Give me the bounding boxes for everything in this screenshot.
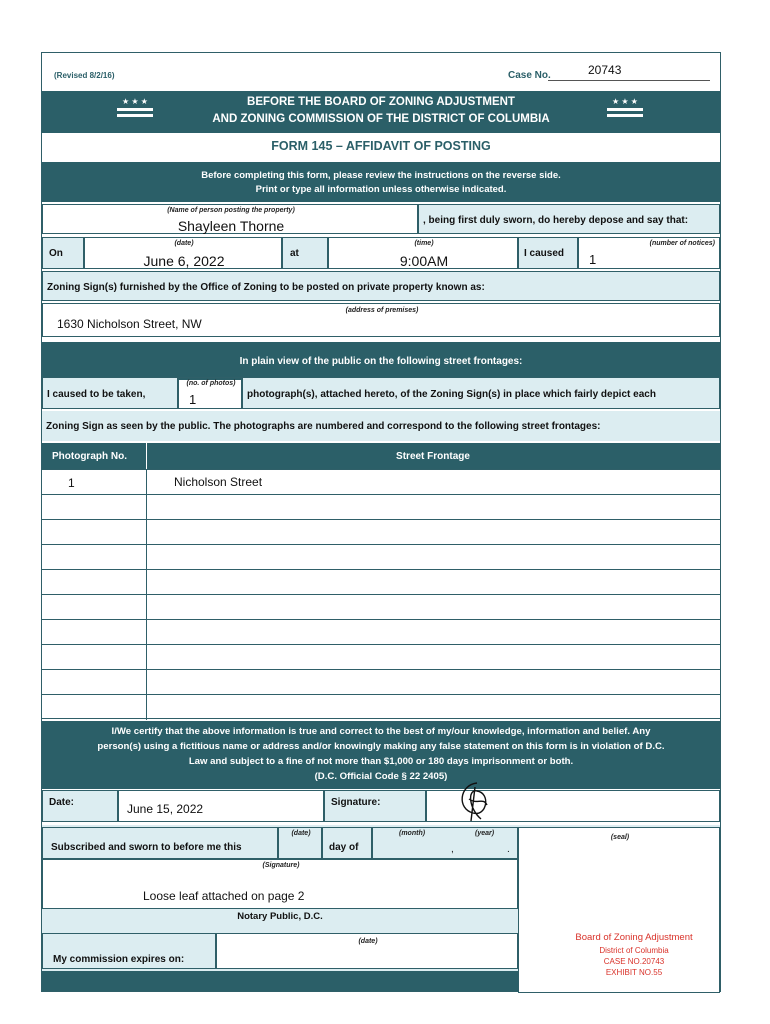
- affiant-caption: (Name of person posting the property): [167, 207, 295, 214]
- caused-taken-cell: [42, 377, 178, 409]
- time-caption: (time): [414, 240, 434, 247]
- stamp-line-4: EXHIBIT NO.55: [605, 968, 663, 977]
- commission-date-field[interactable]: [216, 933, 518, 969]
- seen-text-cell: [42, 411, 720, 441]
- notices-field[interactable]: [578, 237, 720, 269]
- posting-date-field[interactable]: [84, 237, 282, 269]
- row-photo-number: 1: [68, 476, 75, 490]
- stamp-line-2: District of Columbia: [599, 946, 669, 955]
- instructions-bar: [42, 162, 720, 202]
- date-caption: (date): [174, 240, 194, 247]
- title-line-1: BEFORE THE BOARD OF ZONING ADJUSTMENT: [247, 96, 515, 108]
- table-row[interactable]: [42, 569, 720, 594]
- seal-box: [518, 827, 720, 993]
- premises-statement: Zoning Sign(s) furnished by the Office of Zoning to be posted on private property known as:: [47, 282, 485, 293]
- table-row[interactable]: [42, 469, 720, 494]
- commission-label-cell: [42, 933, 216, 969]
- cert-date-field[interactable]: [118, 790, 324, 822]
- commission-date-caption: (date): [358, 938, 378, 945]
- affiant-name: Shayleen Thorne: [177, 218, 285, 234]
- title-bar: [42, 91, 720, 133]
- stamp-line-1: Board of Zoning Adjustment: [575, 932, 693, 943]
- cert-line-1: I/We certify that the above information is true and correct to the best of my/our knowledge, information and belief. Any: [111, 726, 651, 737]
- signature-label: Signature:: [331, 797, 381, 808]
- subscribed-cell: [42, 827, 278, 859]
- case-label: Case No.: [508, 70, 551, 81]
- premises-caption: (address of premises): [345, 307, 419, 314]
- frontages-heading: In plain view of the public on the following street frontages:: [239, 356, 523, 367]
- caused-label-cell: [518, 237, 578, 269]
- notary-date-caption: (date): [291, 830, 311, 837]
- case-number: 20743: [588, 63, 622, 77]
- cert-line-4: (D.C. Official Code § 22 2405): [314, 771, 448, 782]
- certification-bar: [42, 721, 720, 789]
- table-row[interactable]: [42, 619, 720, 644]
- day-of-cell: [322, 827, 372, 859]
- posting-time-field[interactable]: [328, 237, 518, 269]
- year-caption: (year): [475, 830, 495, 837]
- caused-label: I caused: [524, 248, 565, 259]
- photo-text: photograph(s), attached hereto, of the Zoning Sign(s) in place which fairly depict each: [247, 389, 656, 400]
- stamp-line-3: CASE NO.20743: [603, 957, 665, 966]
- photos-caption: (no. of photos): [186, 380, 236, 387]
- instructions-line-2: Print or type all information unless otherwise indicated.: [255, 184, 507, 195]
- flag-stars: ★ ★ ★: [122, 97, 148, 106]
- affidavit-form: [41, 52, 721, 992]
- posting-date: June 6, 2022: [143, 253, 225, 269]
- notary-signature-field[interactable]: [42, 859, 518, 909]
- notices-caption: (number of notices): [649, 240, 715, 247]
- subscribed-text: Subscribed and sworn to before me this: [51, 842, 242, 853]
- notary-public-label: Notary Public, D.C.: [237, 911, 323, 922]
- col-photo-number: Photograph No.: [52, 451, 127, 462]
- sworn-text: , being first duly sworn, do hereby depose and say that:: [423, 215, 689, 226]
- photos-count-field[interactable]: [178, 377, 242, 409]
- form-title: FORM 145 – AFFIDAVIT OF POSTING: [271, 139, 491, 153]
- revised-date: (Revised 8/2/16): [54, 71, 115, 80]
- year-period: .: [507, 844, 510, 855]
- at-label: at: [290, 248, 299, 259]
- notary-month-year-field[interactable]: [372, 827, 518, 859]
- sworn-statement: [418, 204, 720, 234]
- frontage-table-header: [42, 443, 720, 469]
- cert-date-label: Date:: [49, 797, 75, 808]
- flag-stars-right: ★ ★ ★: [612, 97, 638, 106]
- on-label: On: [49, 248, 63, 259]
- signature-field[interactable]: [426, 790, 720, 822]
- seal-caption: (seal): [610, 834, 630, 841]
- exhibit-stamp: [549, 932, 719, 977]
- notary-signature-caption: (Signature): [262, 862, 300, 869]
- signature-label-cell: [324, 790, 426, 822]
- premises-address: 1630 Nicholson Street, NW: [57, 317, 202, 331]
- col-street-frontage: Street Frontage: [396, 451, 470, 462]
- month-caption: (month): [399, 830, 426, 837]
- table-row[interactable]: [42, 669, 720, 694]
- table-row[interactable]: [42, 494, 720, 519]
- table-row[interactable]: [42, 694, 720, 719]
- at-label-cell: [282, 237, 328, 269]
- on-label-cell: [42, 237, 84, 269]
- photos-count: 1: [189, 392, 197, 407]
- seen-text: Zoning Sign as seen by the public. The photographs are numbered and correspond to the following street frontages:: [46, 421, 601, 432]
- case-number-field[interactable]: [548, 63, 710, 81]
- title-line-2: AND ZONING COMMISSION OF THE DISTRICT OF COLUMBIA: [212, 113, 550, 125]
- posting-time: 9:00AM: [399, 253, 449, 269]
- table-row[interactable]: [42, 594, 720, 619]
- table-row[interactable]: [42, 544, 720, 569]
- cert-line-3: Law and subject to a fine of not more than $1,000 or 180 days imprisonment or both.: [188, 756, 574, 767]
- day-of-label: day of: [329, 842, 359, 853]
- photo-text-cell: [242, 377, 720, 409]
- commission-label: My commission expires on:: [53, 954, 185, 965]
- premises-statement-cell: [42, 271, 720, 301]
- caused-taken: I caused to be taken,: [47, 389, 146, 400]
- cert-date: June 15, 2022: [127, 802, 204, 816]
- table-row[interactable]: [42, 519, 720, 544]
- affiant-name-field[interactable]: [42, 204, 418, 234]
- month-comma: ,: [451, 844, 454, 855]
- premises-address-field[interactable]: [42, 303, 720, 337]
- notary-date-field[interactable]: [278, 827, 322, 859]
- notices-count: 1: [589, 252, 597, 267]
- cert-line-2: person(s) using a fictitious name or address and/or knowingly making any false statement on this form is in violation of D.C.: [97, 741, 665, 752]
- bottom-bar: [42, 971, 518, 991]
- cert-date-label-cell: [42, 790, 118, 822]
- signature-scribble-icon: [447, 779, 507, 825]
- row-street: Nicholson Street: [174, 475, 263, 489]
- loose-leaf-note: Loose leaf attached on page 2: [143, 889, 305, 903]
- frontages-heading-bar: [42, 342, 720, 380]
- frontage-table: [42, 469, 720, 721]
- instructions-line-1: Before completing this form, please review the instructions on the reverse side.: [201, 170, 561, 181]
- table-row[interactable]: [42, 644, 720, 669]
